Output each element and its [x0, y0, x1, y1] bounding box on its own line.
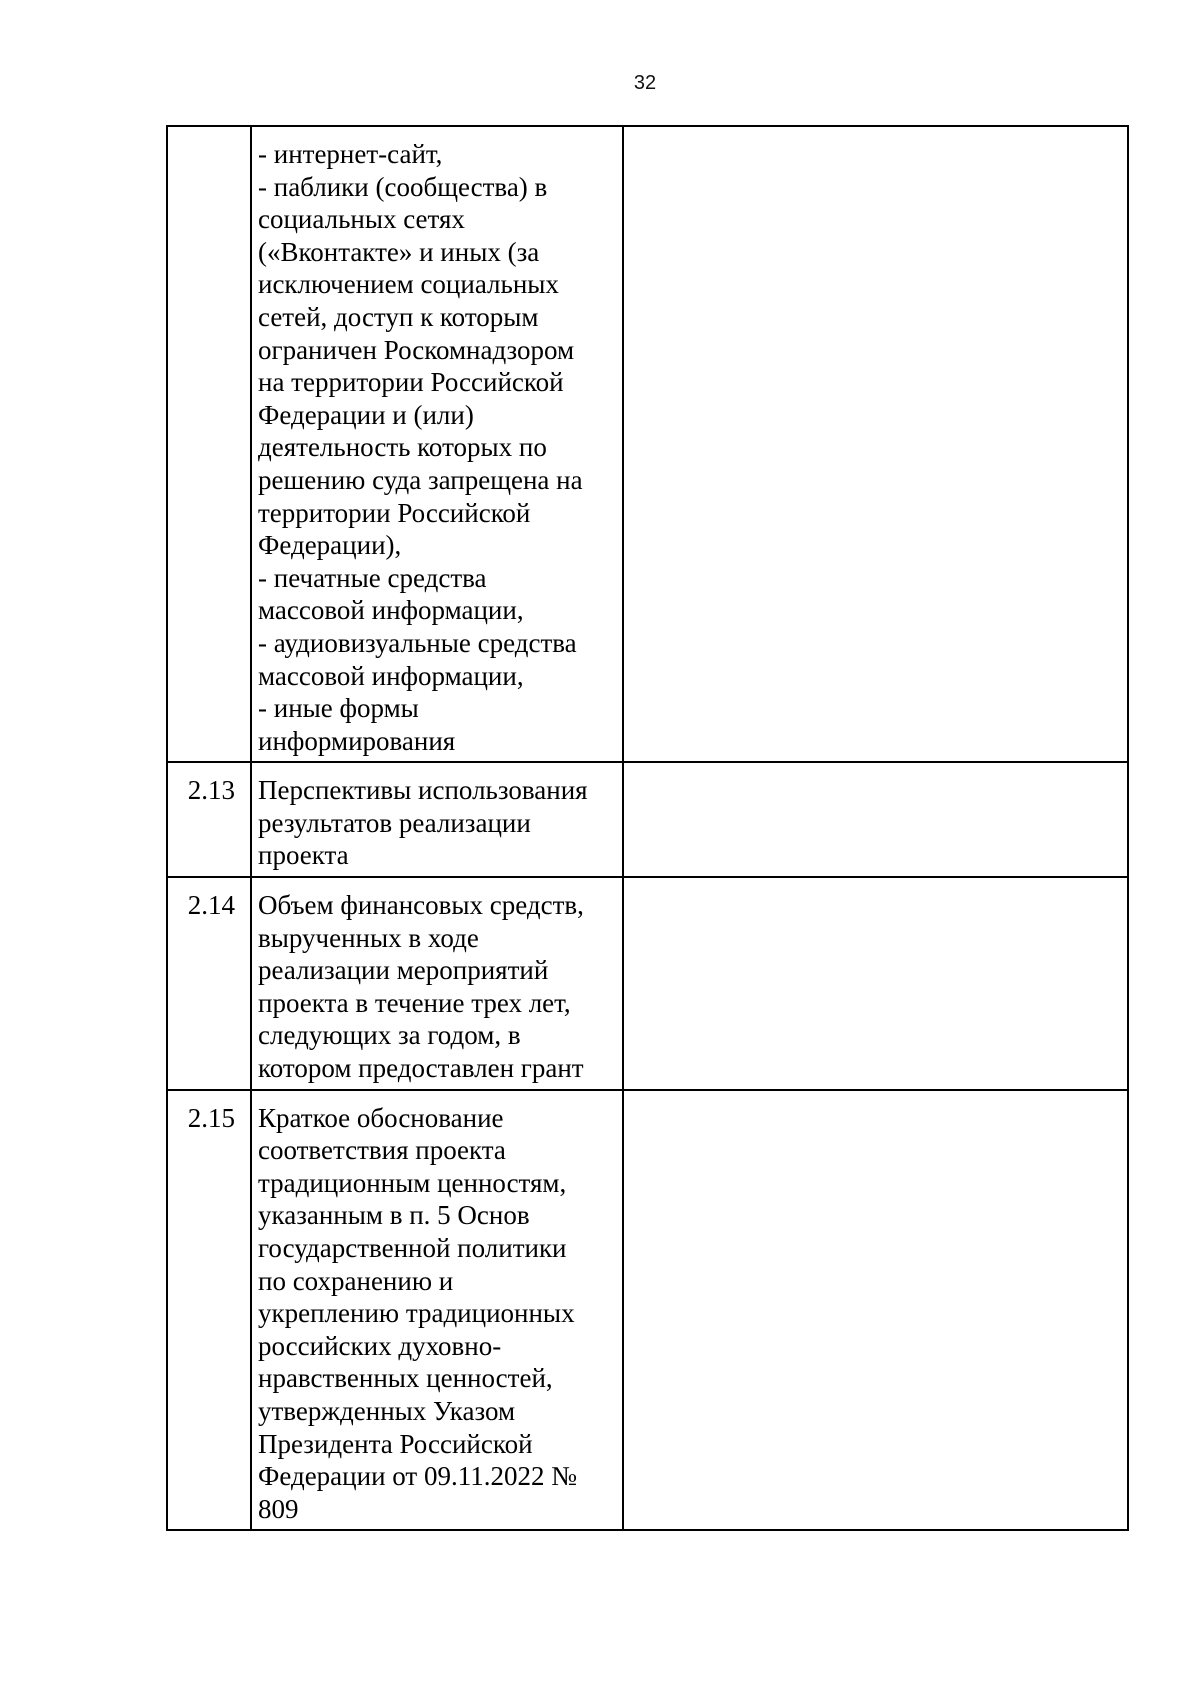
- page-number: 32: [633, 72, 657, 94]
- description-line: исключением социальных: [258, 269, 559, 300]
- description-line: Федерации от 09.11.2022 №: [258, 1461, 577, 1492]
- description-line: укреплению традиционных: [258, 1298, 575, 1329]
- description-line: Федерации),: [258, 530, 402, 561]
- description-line: ограничен Роскомнадзором: [258, 334, 575, 365]
- description-line: соответствия проекта: [258, 1135, 506, 1166]
- description-line: нравственных ценностей,: [258, 1363, 553, 1394]
- description-line: - паблики (сообщества) в: [258, 171, 548, 202]
- description-line: - аудиовизуальные средства: [258, 627, 577, 658]
- description-line: территории Российской: [258, 497, 531, 528]
- row-number-cell: [167, 126, 251, 762]
- description-line: государственной политики: [258, 1233, 567, 1263]
- row-description-cell: [251, 126, 623, 762]
- description-line: информирования: [258, 725, 456, 756]
- table-row: [167, 1090, 1128, 1531]
- description-line: («Вконтакте» и иных (за: [258, 236, 540, 267]
- description-line: традиционным ценностям,: [258, 1167, 567, 1198]
- description-line: Краткое обоснование: [258, 1102, 504, 1133]
- description-line: - интернет-сайт,: [258, 139, 443, 169]
- row-description-cell: [251, 762, 623, 877]
- row-description-cell: [251, 877, 623, 1090]
- description-line: сетей, доступ к которым: [258, 301, 539, 332]
- description-line: утвержденных Указом: [258, 1395, 516, 1426]
- description-line: следующих за годом, в: [258, 1020, 521, 1051]
- description-line: деятельность которых по: [258, 432, 547, 463]
- table-row: [167, 877, 1128, 1090]
- description-line: социальных сетях: [258, 204, 465, 235]
- description-line: российских духовно-: [258, 1330, 502, 1361]
- row-number-cell: 2.14: [167, 877, 251, 1090]
- row-number-cell: 2.13: [167, 762, 251, 877]
- table-body: [167, 126, 1128, 1530]
- description-line: Перспективы использования: [258, 775, 588, 806]
- description-line: Объем финансовых средств,: [258, 890, 584, 921]
- description-line: на территории Российской: [258, 367, 564, 398]
- description-line: результатов реализации: [258, 807, 531, 838]
- description-line: - иные формы: [258, 693, 419, 724]
- description-line: - печатные средства: [258, 562, 487, 593]
- description-line: проекта: [258, 840, 349, 871]
- description-line: реализации мероприятий: [258, 955, 549, 986]
- description-line: решению суда запрещена на: [258, 464, 583, 495]
- description-line: массовой информации,: [258, 595, 524, 626]
- description-line: проекта в течение трех лет,: [258, 987, 571, 1018]
- application-form-table: [166, 125, 1129, 1531]
- description-line: вырученных в ходе: [258, 922, 479, 953]
- description-line: 809: [258, 1493, 299, 1524]
- row-value-cell[interactable]: [623, 1090, 1128, 1531]
- description-line: котором предоставлен грант: [258, 1053, 584, 1084]
- row-value-cell[interactable]: [623, 126, 1128, 762]
- description-line: по сохранению и: [258, 1265, 454, 1296]
- description-line: Президента Российской: [258, 1428, 533, 1459]
- table-row: [167, 762, 1128, 877]
- row-value-cell[interactable]: [623, 877, 1128, 1090]
- description-line: массовой информации,: [258, 660, 524, 691]
- row-number-cell: 2.15: [167, 1090, 251, 1531]
- row-description-cell: [251, 1090, 623, 1531]
- description-line: Федерации и (или): [258, 399, 474, 430]
- description-line: указанным в п. 5 Основ: [258, 1200, 530, 1231]
- row-value-cell[interactable]: [623, 762, 1128, 877]
- table-row: [167, 126, 1128, 762]
